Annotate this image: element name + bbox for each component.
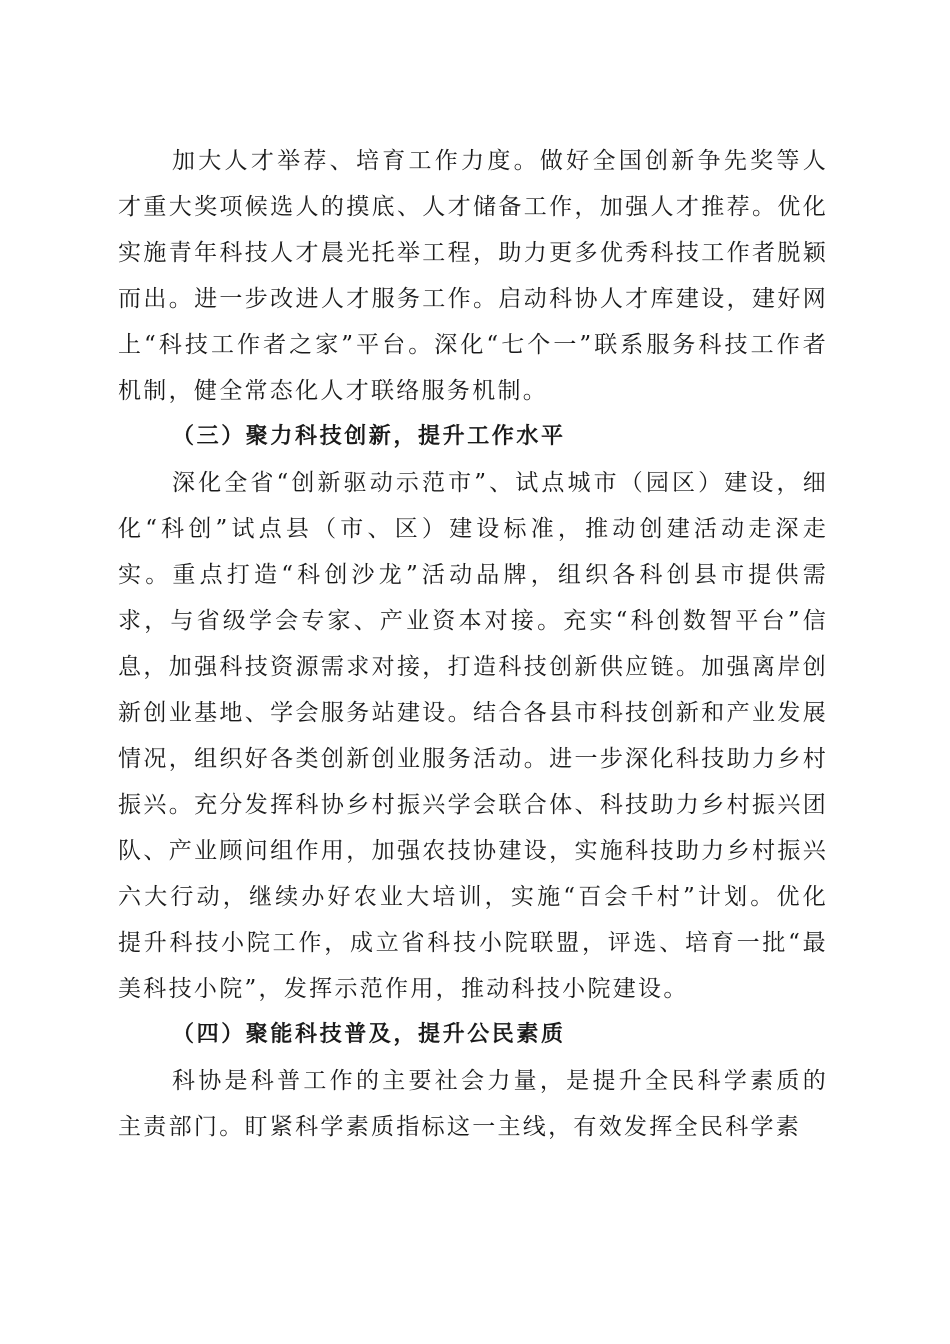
document-body <box>118 138 828 1150</box>
section-heading-science-popularization: （四）聚能科技普及，提升公民素质 <box>172 1022 566 1047</box>
section-heading-tech-innovation: （三）聚力科技创新，提升工作水平 <box>172 424 566 449</box>
paragraph-tech-innovation: 深化全省“创新驱动示范市”、试点城市（园区）建设，细化“科创”试点县（市、区）建设标准，推动创建活动走深走实。重点打造“科创沙龙”活动品牌，组织各科创县市提供需求，与省级学会专家、产业资本对接。充实“科创数智平台”信息，加强科技资源需求对接，打造科技创新供应链。加强离岸创新创业基地、学会服务站建设。结合各县市科技创新和产业发展情况，组织好各类创新创业服务活动。进一步深化科技助力乡村振兴。充分发挥科协乡村振兴学会联合体、科技助力乡村振兴团队、产业顾问组作用，加强农技协建设，实施科技助力乡村振兴六大行动，继续办好农业大培训，实施“百会千村”计划。优化提升科技小院工作，成立省科技小院联盟，评选、培育一批“最美科技小院”，发挥示范作用，推动科技小院建设。 <box>118 470 828 1002</box>
paragraph-talent-recommendation: 加大人才举荐、培育工作力度。做好全国创新争先奖等人才重大奖项候选人的摸底、人才储备工作，加强人才推荐。优化实施青年科技人才晨光托举工程，助力更多优秀科技工作者脱颖而出。进一步改进人才服务工作。启动科协人才库建设，建好网上“科技工作者之家”平台。深化“七个一”联系服务科技工作者机制，健全常态化人才联络服务机制。 <box>118 148 828 404</box>
paragraph-science-popularization: 科协是科普工作的主要社会力量，是提升全民科学素质的主责部门。盯紧科学素质指标这一主线，有效发挥全民科学素 <box>118 1068 828 1140</box>
